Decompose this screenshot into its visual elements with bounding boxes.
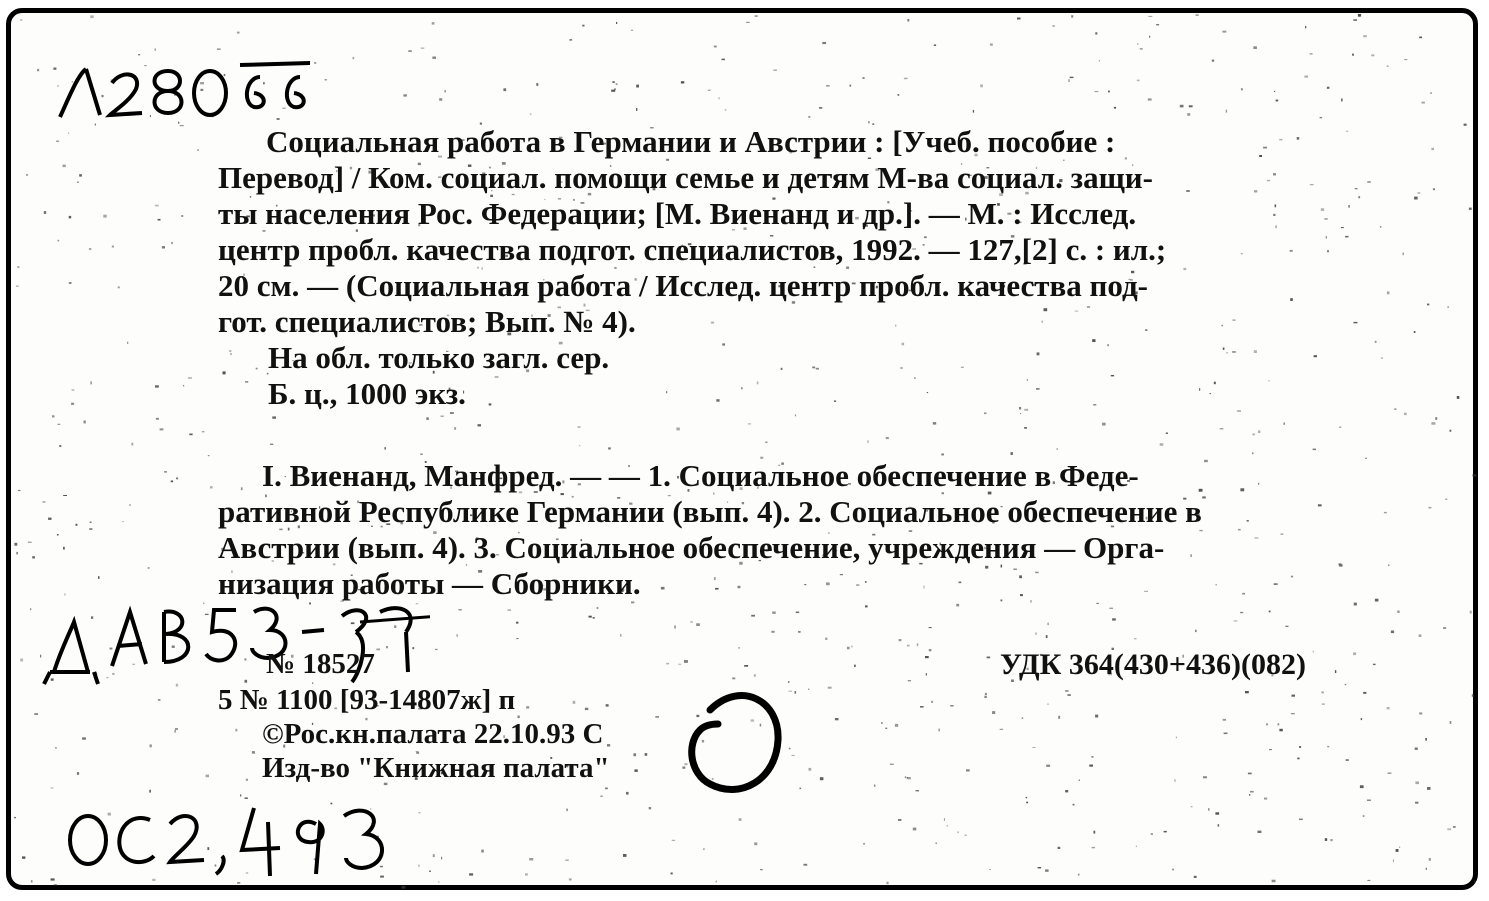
body-line-8: Б. ц., 1000 экз. [268,376,466,411]
body-line-3: ты населения Рос. Федерации; [М. Виенанд и др.]. — М. : Исслед. [218,196,1137,231]
body-line-2: Перевод] / Ком. социал. помощи семье и детям М-ва социал. защи- [218,160,1153,195]
record-number: № 18527 [266,648,375,680]
body-line-5: 20 см. — (Социальная работа / Исслед. центр пробл. качества под- [218,268,1148,303]
publisher-line: Изд-во "Книжная палата" [262,752,610,784]
body-line-4: центр пробл. качества подгот. специалистов, 1992. — 127,[2] с. : ил.; [218,232,1167,267]
body-line-7: На обл. только загл. сер. [268,340,610,375]
copyright-line: ©Рос.кн.палата 22.10.93 С [262,718,604,750]
subject-line-3: Австрии (вып. 4). 3. Социальное обеспечение, учреждения — Орга- [218,530,1165,565]
handdrawn-circle [670,680,800,810]
body-line-6: гот. специалистов; Вып. № 4). [218,304,636,339]
subject-line-1: I. Виенанд, Манфред. — — 1. Социальное обеспечение в Феде- [262,458,1139,493]
handwritten-top-number [50,55,310,125]
order-line: 5 № 1100 [93-14807ж] п [218,684,516,716]
subject-line-2: ративной Республике Германии (вып. 4). 2. Социальное обеспечение в [218,494,1202,529]
handwritten-bottom-number [54,790,394,880]
udc-code: УДК 364(430+436)(082) [1000,648,1306,681]
subject-line-4: низация работы — Сборники. [218,566,641,601]
body-line-1: Социальная работа в Германии и Австрии : [Учеб. пособие : [266,124,1116,159]
